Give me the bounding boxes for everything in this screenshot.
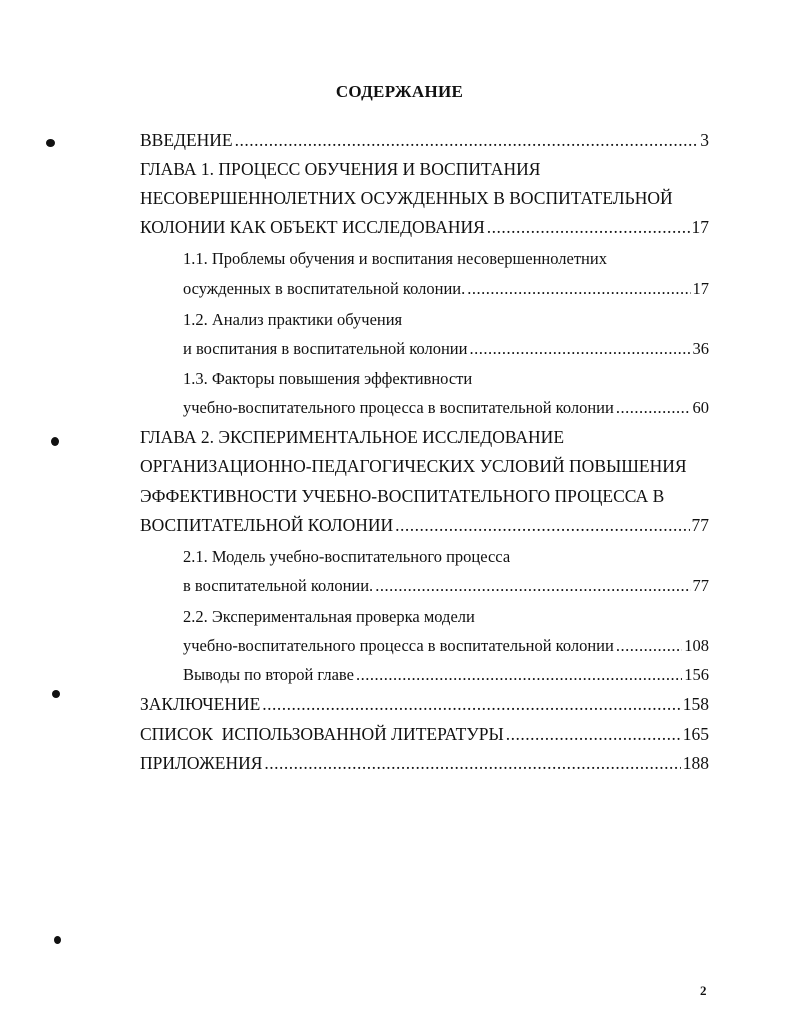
toc-entry-text: ВВЕДЕНИЕ: [140, 130, 233, 150]
toc-page-number: 3: [700, 130, 709, 150]
toc-chapter-2-line-3[interactable]: ЭФФЕКТИВНОСТИ УЧЕБНО-ВОСПИТАТЕЛЬНОГО ПРОЦЕССА В: [140, 486, 665, 506]
toc-chapter-2-line-2[interactable]: ОРГАНИЗАЦИОННО-ПЕДАГОГИЧЕСКИХ УСЛОВИЙ ПОВЫШЕНИЯ: [140, 456, 687, 476]
binder-hole-mark: [51, 437, 59, 446]
toc-section-1-3-line-1[interactable]: 1.3. Факторы повышения эффективности: [183, 369, 473, 388]
toc-entry-conclusion[interactable]: [140, 692, 709, 716]
toc-page-number: 165: [682, 724, 709, 744]
toc-page-number: 17: [692, 279, 709, 298]
dot-leader: [616, 396, 691, 420]
toc-entry-text: СПИСОК ИСПОЛЬЗОВАННОЙ ЛИТЕРАТУРЫ: [140, 724, 504, 744]
binder-hole-mark: [46, 139, 55, 147]
toc-entry-appendices[interactable]: [140, 751, 709, 775]
toc-section-2-2-line-1[interactable]: 2.2. Экспериментальная проверка модели: [183, 607, 475, 626]
toc-entry-chapter-1[interactable]: [140, 215, 709, 239]
dot-leader: [235, 128, 699, 152]
toc-page-number: 158: [682, 694, 709, 714]
dot-leader: [264, 751, 680, 775]
toc-page-number: 60: [692, 398, 709, 417]
dot-leader: [467, 277, 690, 301]
toc-entry-section-1-1[interactable]: [183, 277, 709, 301]
toc-page-number: 77: [691, 515, 709, 535]
toc-page-number: 188: [682, 753, 709, 773]
toc-entry-text: осужденных в воспитательной колонии.: [183, 279, 466, 298]
toc-title: СОДЕРЖАНИЕ: [335, 82, 464, 101]
toc-entry-text: КОЛОНИИ КАК ОБЪЕКТ ИССЛЕДОВАНИЯ: [140, 217, 485, 237]
toc-section-2-1-line-1[interactable]: 2.1. Модель учебно-воспитательного процесса: [183, 547, 511, 566]
toc-entry-section-1-3[interactable]: [183, 396, 709, 420]
binder-hole-mark: [54, 936, 61, 944]
dot-leader: [469, 337, 690, 361]
dot-leader: [506, 722, 681, 746]
toc-entry-text: Выводы по второй главе: [183, 665, 354, 684]
toc-section-1-2-line-1[interactable]: 1.2. Анализ практики обучения: [183, 310, 403, 329]
binder-hole-mark: [52, 690, 60, 698]
toc-entry-section-2-2[interactable]: [183, 634, 709, 658]
toc-entry-text: учебно-воспитательного процесса в воспитательной колонии: [183, 636, 614, 655]
toc-entry-references[interactable]: [140, 722, 709, 746]
toc-entry-text: учебно-воспитательного процесса в воспитательной колонии: [183, 398, 614, 417]
toc-entry-chapter-2-conclusions[interactable]: [183, 663, 709, 687]
dot-leader: [375, 574, 690, 598]
toc-page-number: 108: [684, 636, 709, 655]
toc-entry-section-2-1[interactable]: [183, 574, 709, 598]
toc-entry-text: и воспитания в воспитательной колонии: [183, 339, 468, 358]
page-number: 2: [700, 983, 707, 998]
dot-leader: [356, 663, 682, 687]
toc-entry-text: ПРИЛОЖЕНИЯ: [140, 753, 263, 773]
toc-chapter-2-line-1[interactable]: ГЛАВА 2. ЭКСПЕРИМЕНТАЛЬНОЕ ИССЛЕДОВАНИЕ: [140, 427, 565, 447]
toc-page-number: 17: [691, 217, 709, 237]
toc-chapter-1-line-1[interactable]: ГЛАВА 1. ПРОЦЕСС ОБУЧЕНИЯ И ВОСПИТАНИЯ: [140, 159, 541, 179]
dot-leader: [616, 634, 682, 658]
toc-entry-text: в воспитательной колонии.: [183, 576, 374, 595]
toc-page-number: 77: [692, 576, 709, 595]
toc-entry-chapter-2[interactable]: [140, 513, 709, 537]
toc-page-number: 156: [684, 665, 709, 684]
toc-entry-section-1-2[interactable]: [183, 337, 709, 361]
toc-page-number: 36: [692, 339, 709, 358]
toc-entry-text: ВОСПИТАТЕЛЬНОЙ КОЛОНИИ: [140, 515, 394, 535]
toc-section-1-1-line-1[interactable]: 1.1. Проблемы обучения и воспитания несовершеннолетних: [183, 249, 607, 268]
dot-leader: [487, 215, 690, 239]
toc-entry-text: ЗАКЛЮЧЕНИЕ: [140, 694, 261, 714]
dot-leader: [395, 513, 689, 537]
toc-chapter-1-line-2[interactable]: НЕСОВЕРШЕННОЛЕТНИХ ОСУЖДЕННЫХ В ВОСПИТАТЕЛЬНОЙ: [140, 188, 673, 208]
toc-entry-introduction[interactable]: [140, 128, 709, 152]
dot-leader: [262, 692, 680, 716]
